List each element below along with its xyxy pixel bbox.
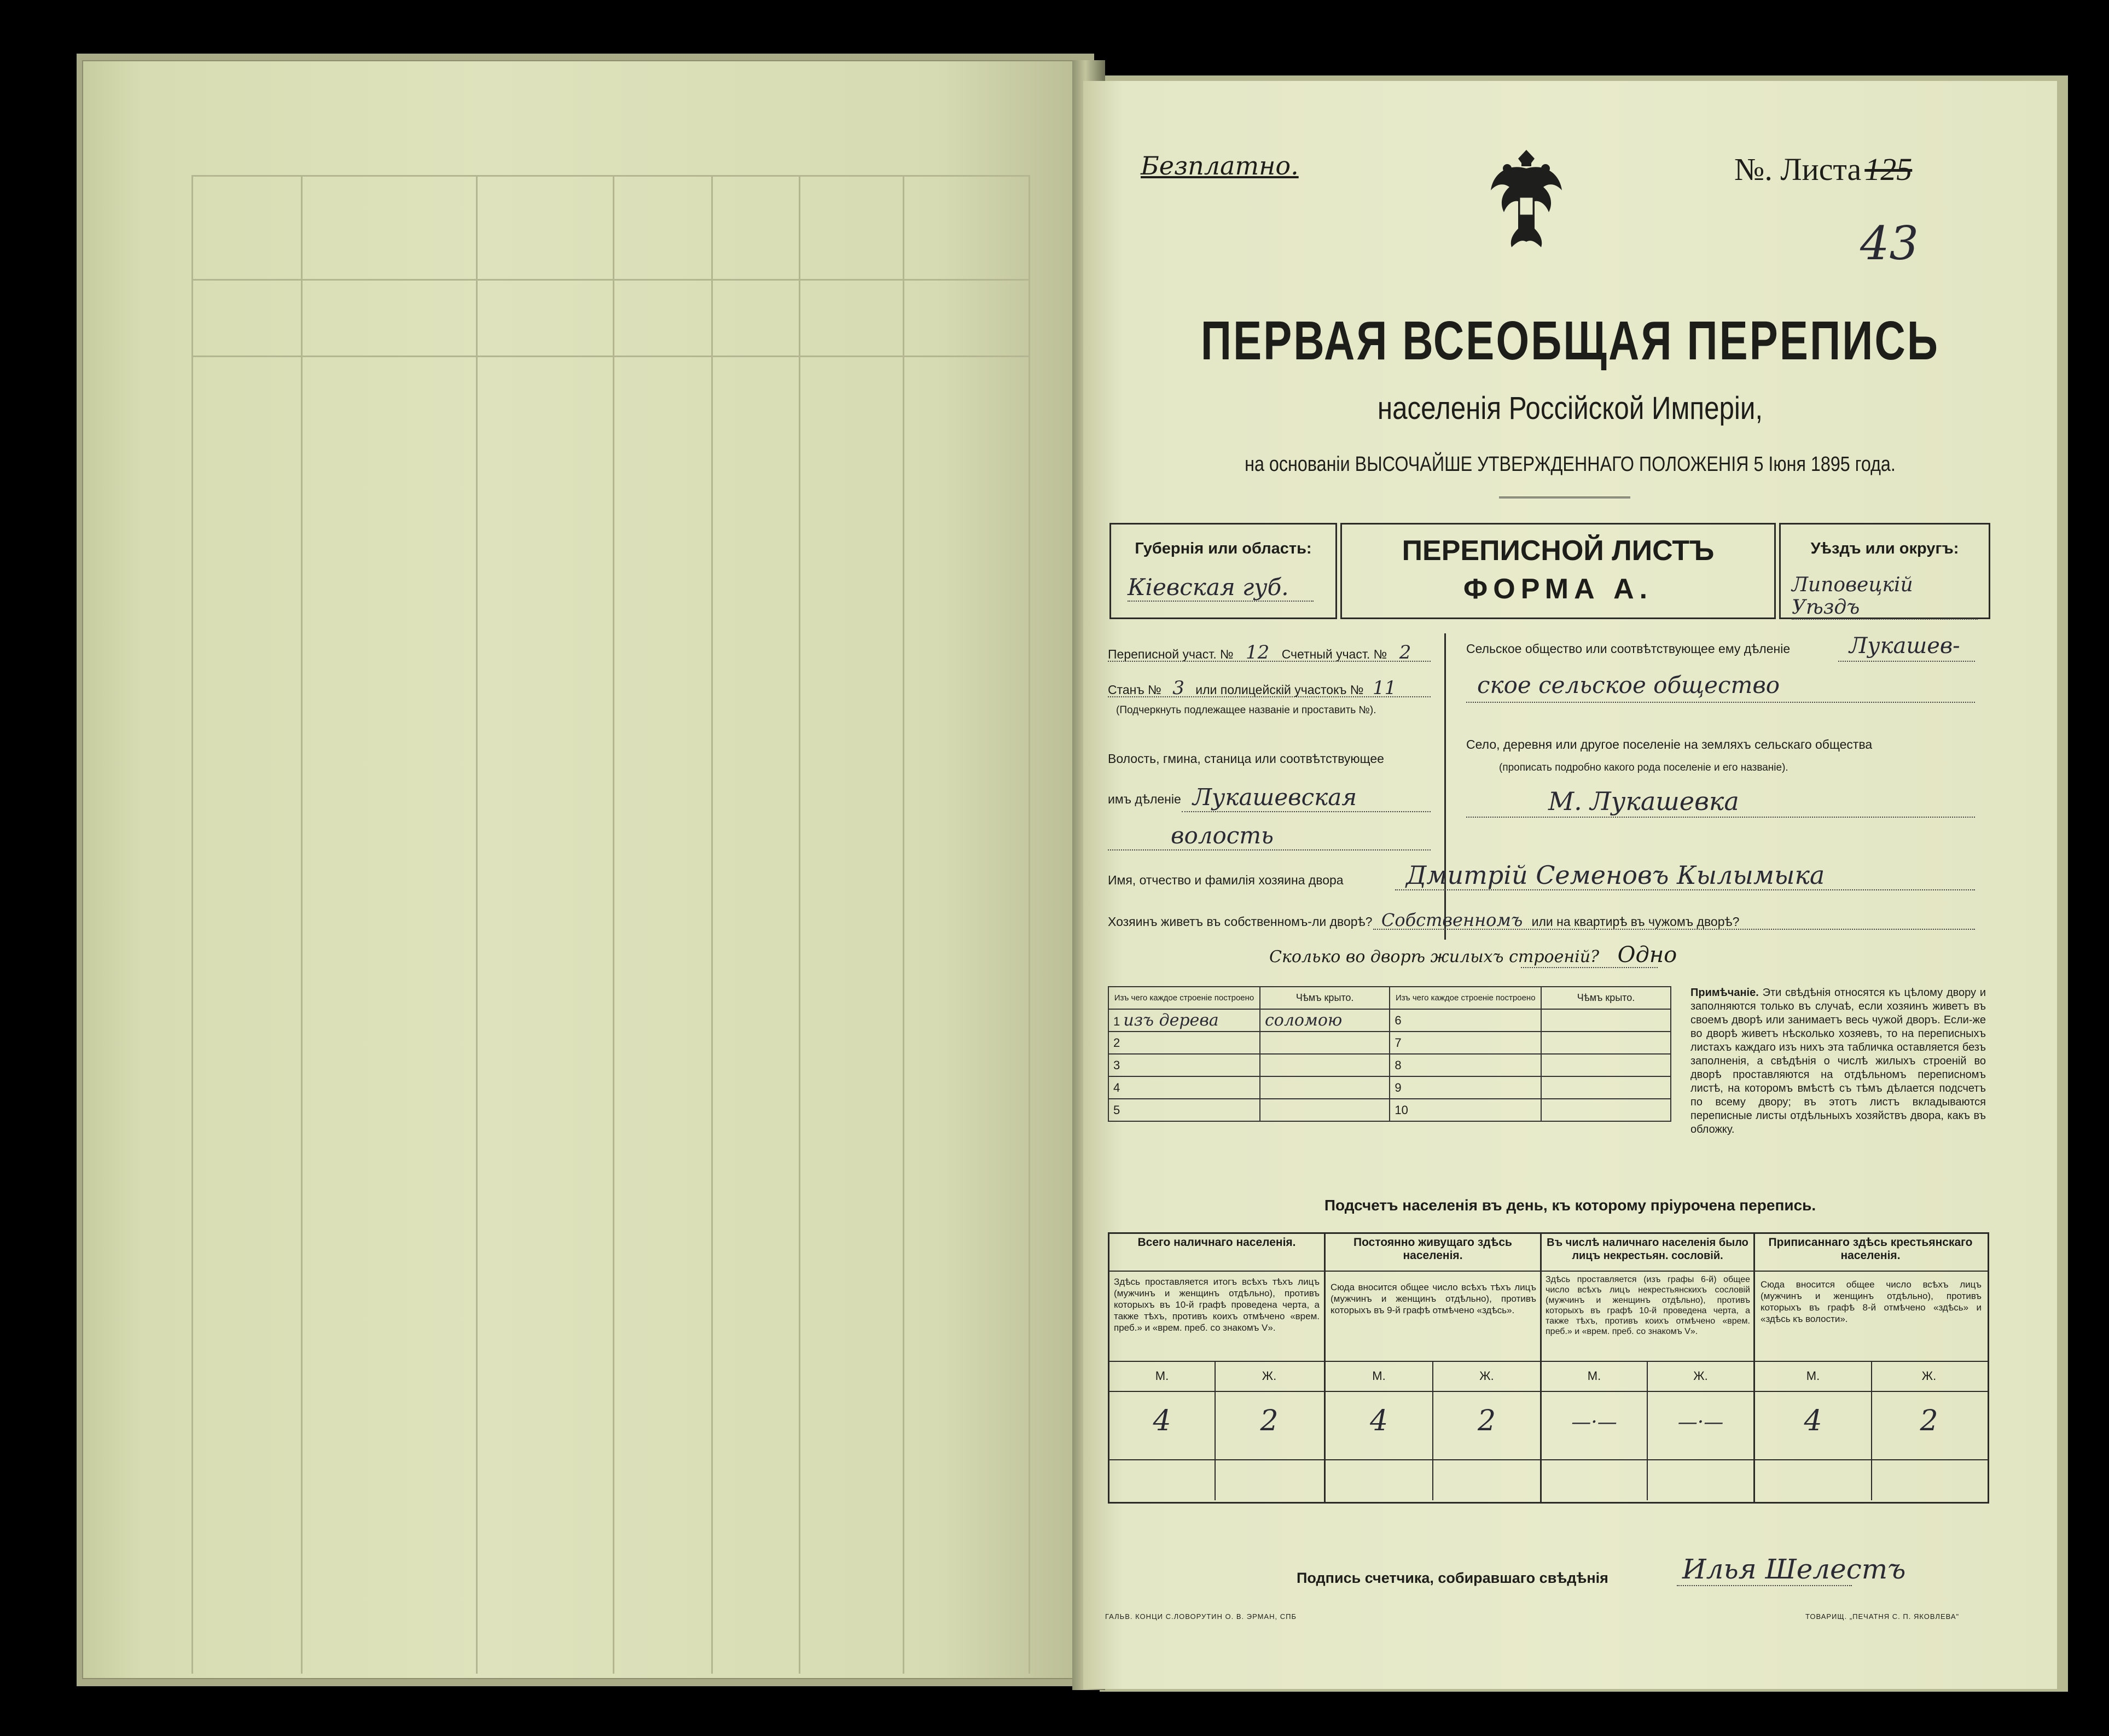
buildings-count-row: Сколько во дворѣ жилыхъ строеній? Одно [1269,942,1677,968]
double-headed-eagle-icon [1485,147,1567,251]
pop-col-desc: Сюда вносится общее число всѣхъ лицъ (мужчинъ и женщинъ отдѣльно), противъ которыхъ въ графѣ 8-й отмѣчено «здѣсь» и «здѣсь къ волости». [1761,1279,1982,1324]
signature-label: Подпись счетчика, собиравшаго свѣдѣнія [1297,1570,1608,1586]
ghost-rule [711,175,713,1674]
volost-value: Лукашевская [1193,784,1357,811]
owner-name-label: Имя, отчество и фамилія хозяина двора [1108,873,1344,887]
volost-value-2: волость [1171,822,1274,849]
pop-col-title: Въ числѣ наличнаго населенія было лицъ некрестьян. сословій. [1547,1237,1748,1262]
table-row: 5 10 [1108,1099,1671,1121]
form-letter: ФОРМА А. [1463,573,1653,605]
pop-col-desc: Сюда вносится общее число всѣхъ тѣхъ лицъ (мужчинъ и женщинъ отдѣльно), противъ которыхъ въ 9-й графѣ отмѣчено «здѣсь». [1331,1282,1536,1315]
buildings-count-value: Одно [1617,942,1677,968]
pop-col-desc: Здѣсь проставляется (изъ графы 6-й) общее число всѣхъ лицъ некрестьянскихъ сословій (мужчинъ и женщинъ отдѣльно), противъ которыхъ въ графѣ 10-й проведена черта, а также тѣхъ, противъ коихъ отмѣчено «врем. преб.» и «врем. преб. со знакомъ V». [1546,1275,1750,1336]
buildings-table [1108,986,1671,1122]
col-header-roof: Чѣмъ крыто. [1541,987,1671,1009]
form-title: ПЕРЕПИСНОЙ ЛИСТЪ [1402,535,1715,567]
guberniya-value: Кіевская губ. [1128,574,1314,602]
decree-basis: на основаніи ВЫСОЧАЙШЕ УТВЕРЖДЕННАГО ПОЛОЖЕНІЯ 5 Іюня 1895 года. [1245,453,1896,476]
sheet-number-label: №. Листа 125 [1734,152,1913,187]
population-table [1108,1232,1989,1504]
form-title-box [1340,523,1776,619]
female-label: Ж. [1262,1369,1277,1383]
pop-value: 2 [1477,1405,1496,1437]
male-label: М. [1372,1369,1386,1383]
sheet-number-handwritten: 43 [1860,217,1919,270]
female-label: Ж. [1693,1369,1708,1383]
uezd-value: Липовецкій Уѣздъ [1792,574,1978,620]
ghost-rule [799,175,800,1674]
table-row: 4 9 [1108,1076,1671,1099]
ornament-divider [1499,497,1630,504]
male-label: М. [1806,1369,1820,1383]
pop-value: 2 [1920,1405,1938,1437]
pop-value: —·— [1571,1411,1617,1434]
ghost-rule [476,175,478,1674]
census-district-row: Переписной участ. № 12 Счетный участ. № 2 [1108,642,1420,663]
female-label: Ж. [1479,1369,1494,1383]
owner-lives-value: Собственномъ [1381,910,1523,930]
pop-value: 4 [1369,1405,1388,1437]
col-header-material: Изъ чего каждое строеніе построено [1108,987,1260,1009]
society-value: Лукашев- [1849,633,1960,659]
ghost-rule [613,175,614,1674]
pop-value: —·— [1677,1411,1724,1434]
stan-note: (Подчеркнуть подлежащее названіе и проставить №). [1116,704,1376,716]
imprint-left: ГАЛЬВ. КОНЦИ С.ЛОВОРУТИН О. В. ЭРМАН, СПБ [1105,1612,1297,1621]
pop-value: 2 [1260,1405,1279,1437]
free-label: Безплатно. [1141,151,1299,180]
volost-label-2: имъ дѣленіе [1108,792,1181,806]
village-label: Село, деревня или другое поселеніе на земляхъ сельскаго общества [1466,737,1873,752]
census-form-page [1083,81,2057,1689]
society-value-2: ское сельское общество [1477,672,1780,698]
guberniya-label: Губернія или область: [1135,540,1312,557]
pop-col-desc: Здѣсь проставляется итогъ всѣхъ тѣхъ лицъ (мужчинъ и женщинъ отдѣльно), противъ которыхъ въ 10-й графѣ проведена черта, а также тѣхъ, противъ коихъ отмѣчено «врем. преб.» и «врем. преб. со знакомъ V». [1114,1277,1320,1333]
pop-col-title: Постоянно живущаго здѣсь населенія. [1353,1236,1512,1262]
ghost-rule [301,175,303,1674]
male-label: М. [1587,1369,1601,1383]
sheet-number-struck: 125 [1864,152,1913,187]
block-divider [1444,633,1446,940]
imprint-right: ТОВАРИЩ. „ПЕЧАТНЯ С. П. ЯКОВЛЕВА" [1805,1612,1960,1621]
table-row: 3 8 [1108,1054,1671,1076]
female-label: Ж. [1921,1369,1937,1383]
col-header-roof: Чѣмъ крыто. [1260,987,1390,1009]
page-subtitle: населенія Россійской Имперіи, [1377,391,1763,426]
ghost-rule [191,175,193,1674]
stan-value: 3 [1172,677,1184,699]
owner-name-value: Дмитрій Семеновъ Кылымыка [1406,860,1825,890]
col-header-material: Изъ чего каждое строеніе построено [1390,987,1541,1009]
village-value: М. Лукашевка [1548,787,1739,816]
volost-label: Волость, гмина, станица или соотвѣтствующее [1108,752,1384,766]
stan-row: Станъ № 3 или полицейскій участокъ № 11 [1108,677,1402,699]
pop-value: 4 [1153,1405,1171,1437]
left-page [82,60,1089,1679]
count-district-value: 2 [1399,642,1411,663]
table-note: Примѣчаніе. Эти свѣдѣнія относятся къ цѣлому двору и заполняются только въ случаѣ, если хозяинъ живетъ въ своемъ дворѣ или занимаетъ весь чужой дворъ. Если-же во дворѣ живетъ нѣсколько хозяевъ, то на переписныхъ листахъ каждаго изъ нихъ эта табличка оставляется безъ заполненія, а свѣдѣнія о числѣ жилыхъ строеній во дворѣ проставляются на отдѣльномъ переписномъ листѣ, на которомъ вмѣстѣ съ тѣмъ дѣлается подсчетъ по всему двору; въ этотъ листъ вкладываются переписные листы отдѣльныхъ хозяйствъ двора, какъ въ обложку. [1690,987,1986,1135]
village-note: (прописать подробно какого рода поселеніе и его названіе). [1499,762,1788,773]
pop-col-title: Всего наличнаго населенія. [1137,1236,1296,1249]
ghost-rule [903,175,904,1674]
pop-value: 4 [1804,1405,1822,1437]
ghost-rule [1029,175,1030,1674]
owner-lives-label: Хозяинъ живетъ въ собственномъ-ли дворѣ? Собственномъ или на квартирѣ въ чужомъ дворѣ? [1108,910,1740,930]
table-row: 1 изъ дерева соломою 6 [1108,1009,1671,1032]
table-row: 2 7 [1108,1032,1671,1054]
uezd-label: Уѣздъ или округъ: [1810,540,1959,557]
page-title: ПЕРВАЯ ВСЕОБЩАЯ ПЕРЕПИСЬ [1200,310,1940,371]
population-heading: Подсчетъ населенія въ день, къ которому пріурочена перепись. [1324,1197,1816,1214]
pop-col-title: Приписаннаго здѣсь крестьянскаго населенія. [1768,1236,1973,1262]
police-value: 11 [1372,677,1397,699]
enumerator-signature: Илья Шелестъ [1682,1553,1906,1585]
uezd-box [1779,523,1990,619]
census-district-value: 12 [1246,642,1270,663]
guberniya-box [1109,523,1337,619]
male-label: М. [1155,1369,1169,1383]
society-label: Сельское общество или соотвѣтствующее ему дѣленіе [1466,642,1791,656]
